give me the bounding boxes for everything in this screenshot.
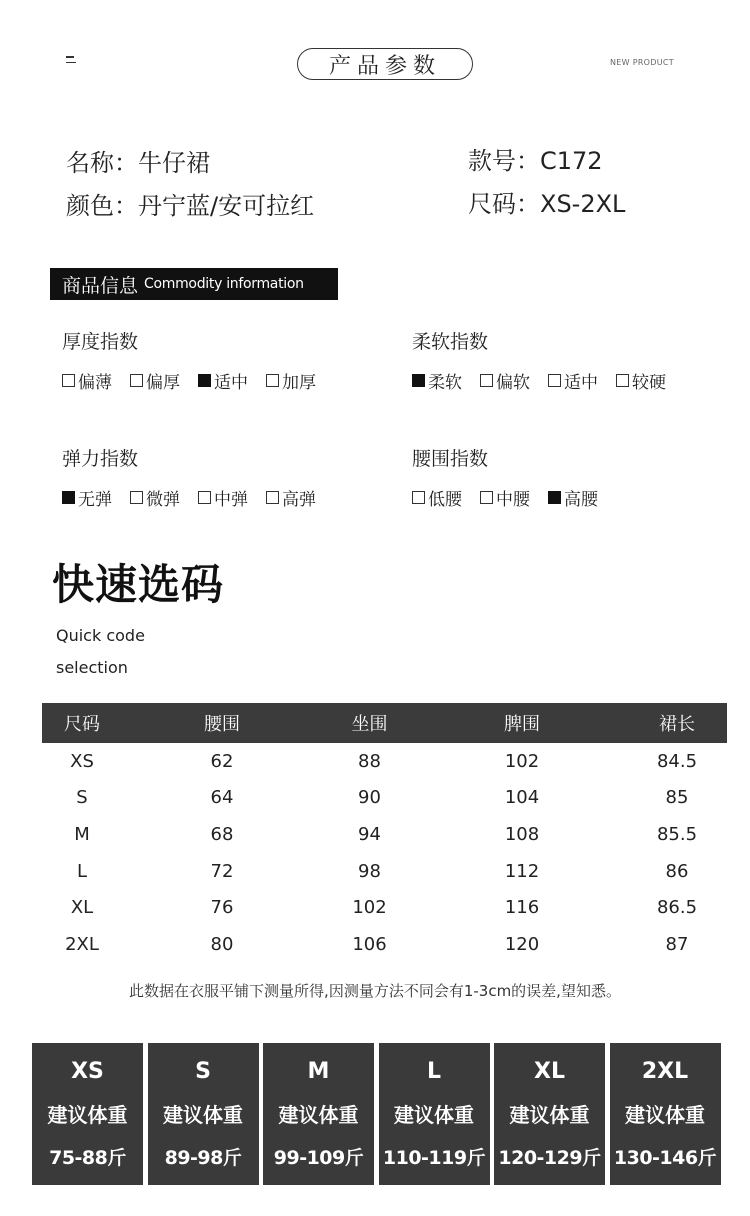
weight-card-label: 建议体重	[163, 1102, 243, 1127]
checked-box-icon	[548, 491, 561, 504]
elasticity-option-label: 高弹	[282, 490, 316, 510]
weight-card-range: 75-88斤	[49, 1146, 126, 1169]
unchecked-box-icon	[480, 374, 493, 387]
weight-card-size: L	[426, 1058, 442, 1084]
checked-box-icon	[62, 491, 75, 504]
quick-code-en-line1: Quick code	[56, 626, 145, 645]
unchecked-box-icon	[616, 374, 629, 387]
commodity-info-bar	[50, 268, 338, 300]
thickness-option-label: 偏厚	[146, 373, 180, 393]
softness-option-label: 柔软	[428, 373, 462, 393]
table-cell: 108	[504, 823, 540, 845]
table-cell: 104	[504, 787, 540, 809]
column-header: 尺码	[64, 714, 100, 735]
thickness-index-title: 厚度指数	[62, 331, 139, 353]
measurement-note: 此数据在衣服平铺下测量所得,因测量方法不同会有1-3cm的误差,望知悉。	[129, 982, 621, 1000]
weight-card	[610, 1043, 721, 1185]
softness-option-label: 偏软	[496, 373, 530, 393]
table-cell: 102	[504, 750, 540, 772]
menu-icon[interactable]	[66, 56, 78, 68]
unchecked-box-icon	[266, 374, 279, 387]
waist-option	[412, 485, 462, 510]
unchecked-box-icon	[130, 374, 143, 387]
weight-card-label: 建议体重	[47, 1102, 128, 1127]
quick-code-en-line2: selection	[56, 658, 128, 677]
waist-option	[480, 485, 530, 510]
product-model: 款号：C172	[468, 147, 603, 175]
waist-option	[548, 485, 598, 510]
weight-card	[148, 1043, 259, 1185]
elasticity-index-title: 弹力指数	[62, 448, 139, 470]
thickness-option	[130, 368, 180, 393]
softness-option	[480, 368, 530, 393]
table-cell: 106	[352, 933, 387, 955]
table-cell: S	[76, 787, 88, 809]
elasticity-option-label: 微弹	[146, 490, 180, 510]
new-product-badge: NEW PRODUCT	[610, 58, 674, 67]
thickness-option-label: 适中	[214, 373, 248, 393]
size-table-body	[42, 743, 727, 963]
unchecked-box-icon	[62, 374, 75, 387]
table-cell: 112	[504, 860, 540, 882]
table-cell: 72	[210, 860, 234, 882]
column-header: 裙长	[659, 714, 695, 735]
table-cell: 88	[358, 750, 381, 772]
weight-card	[263, 1043, 374, 1185]
weight-card-size: XL	[534, 1058, 565, 1084]
elasticity-option-label: 无弹	[78, 490, 112, 510]
weight-card-size: XS	[71, 1058, 104, 1084]
size-table	[42, 703, 727, 963]
weight-card-size: S	[195, 1058, 211, 1084]
column-header: 腰围	[204, 714, 240, 735]
thickness-option	[62, 368, 112, 393]
column-header: 脾围	[504, 714, 540, 735]
table-cell: 85	[665, 787, 689, 809]
waist-option-label: 中腰	[496, 490, 530, 510]
unchecked-box-icon	[548, 374, 561, 387]
table-cell: 62	[210, 750, 234, 772]
elasticity-option	[198, 485, 248, 510]
weight-card-label: 建议体重	[278, 1102, 359, 1127]
elasticity-options	[62, 485, 334, 510]
table-cell: 86.5	[656, 897, 698, 919]
size-table-header	[42, 703, 727, 743]
weight-card-range: 89-98斤	[164, 1146, 242, 1169]
table-cell: 90	[358, 787, 381, 809]
weight-cards	[32, 1043, 725, 1185]
table-row	[42, 816, 727, 853]
table-row	[42, 926, 727, 963]
softness-option-label: 较硬	[632, 373, 666, 393]
unchecked-box-icon	[412, 491, 425, 504]
weight-card-range: 120-129斤	[498, 1146, 601, 1169]
table-cell: 87	[665, 933, 689, 955]
table-cell: 94	[358, 823, 381, 845]
table-cell: 116	[504, 897, 540, 919]
elasticity-option	[130, 485, 180, 510]
waist-options	[412, 485, 616, 510]
weight-card-range: 110-119斤	[382, 1146, 486, 1169]
softness-option	[548, 368, 598, 393]
column-header: 坐围	[351, 714, 388, 735]
unchecked-box-icon	[130, 491, 143, 504]
thickness-option-label: 加厚	[282, 373, 316, 393]
table-cell: 76	[210, 897, 234, 919]
table-row	[42, 853, 727, 890]
thickness-options	[62, 368, 334, 393]
thickness-option	[266, 368, 316, 393]
weight-card	[379, 1043, 490, 1185]
thickness-option-label: 偏薄	[78, 373, 112, 393]
quick-code-subtitle	[56, 620, 145, 684]
weight-card	[494, 1043, 605, 1185]
weight-card-size: M	[307, 1058, 330, 1084]
table-cell: 102	[352, 897, 387, 919]
softness-option	[616, 368, 666, 393]
weight-card-range: 99-109斤	[273, 1146, 364, 1169]
thickness-option	[198, 368, 248, 393]
table-row	[42, 780, 727, 817]
weight-card-size: 2XL	[641, 1058, 689, 1084]
weight-card-label: 建议体重	[625, 1102, 705, 1127]
product-sizes: 尺码：XS-2XL	[468, 190, 626, 218]
elasticity-option	[62, 485, 112, 510]
checked-box-icon	[198, 374, 211, 387]
waist-index-title: 腰围指数	[412, 448, 489, 470]
table-cell: 85.5	[656, 823, 698, 845]
unchecked-box-icon	[266, 491, 279, 504]
table-cell: L	[76, 860, 88, 882]
table-cell: 68	[210, 823, 234, 845]
elasticity-option-label: 中弹	[214, 490, 248, 510]
commodity-cn-label: 商品信息	[62, 274, 139, 297]
weight-card-label: 建议体重	[509, 1102, 590, 1127]
checked-box-icon	[412, 374, 425, 387]
table-row	[42, 889, 727, 926]
weight-card	[32, 1043, 143, 1185]
softness-index-title: 柔软指数	[412, 331, 489, 353]
waist-option-label: 低腰	[428, 490, 462, 510]
unchecked-box-icon	[198, 491, 211, 504]
table-cell: 120	[504, 933, 540, 955]
weight-card-range: 130-146斤	[613, 1146, 717, 1169]
page-title: 产品参数	[297, 48, 473, 80]
unchecked-box-icon	[480, 491, 493, 504]
weight-card-label: 建议体重	[394, 1102, 474, 1127]
table-cell: 80	[210, 933, 234, 955]
table-cell: XS	[70, 750, 94, 772]
product-name: 名称：牛仔裙	[66, 149, 210, 177]
quick-code-title: 快速选码	[52, 560, 225, 609]
waist-option-label: 高腰	[564, 490, 598, 510]
table-cell: XL	[70, 897, 94, 919]
softness-option	[412, 368, 462, 393]
product-color: 颜色：丹宁蓝/安可拉红	[66, 192, 315, 220]
table-cell: M	[74, 823, 90, 845]
elasticity-option	[266, 485, 316, 510]
softness-options	[412, 368, 684, 393]
table-cell: 86	[665, 860, 689, 882]
commodity-en-label: Commodity information	[144, 276, 304, 292]
table-cell: 64	[210, 787, 234, 809]
table-cell: 98	[358, 860, 381, 882]
table-row	[42, 743, 727, 780]
table-cell: 2XL	[65, 933, 99, 955]
table-cell: 84.5	[656, 750, 698, 772]
softness-option-label: 适中	[564, 373, 598, 393]
